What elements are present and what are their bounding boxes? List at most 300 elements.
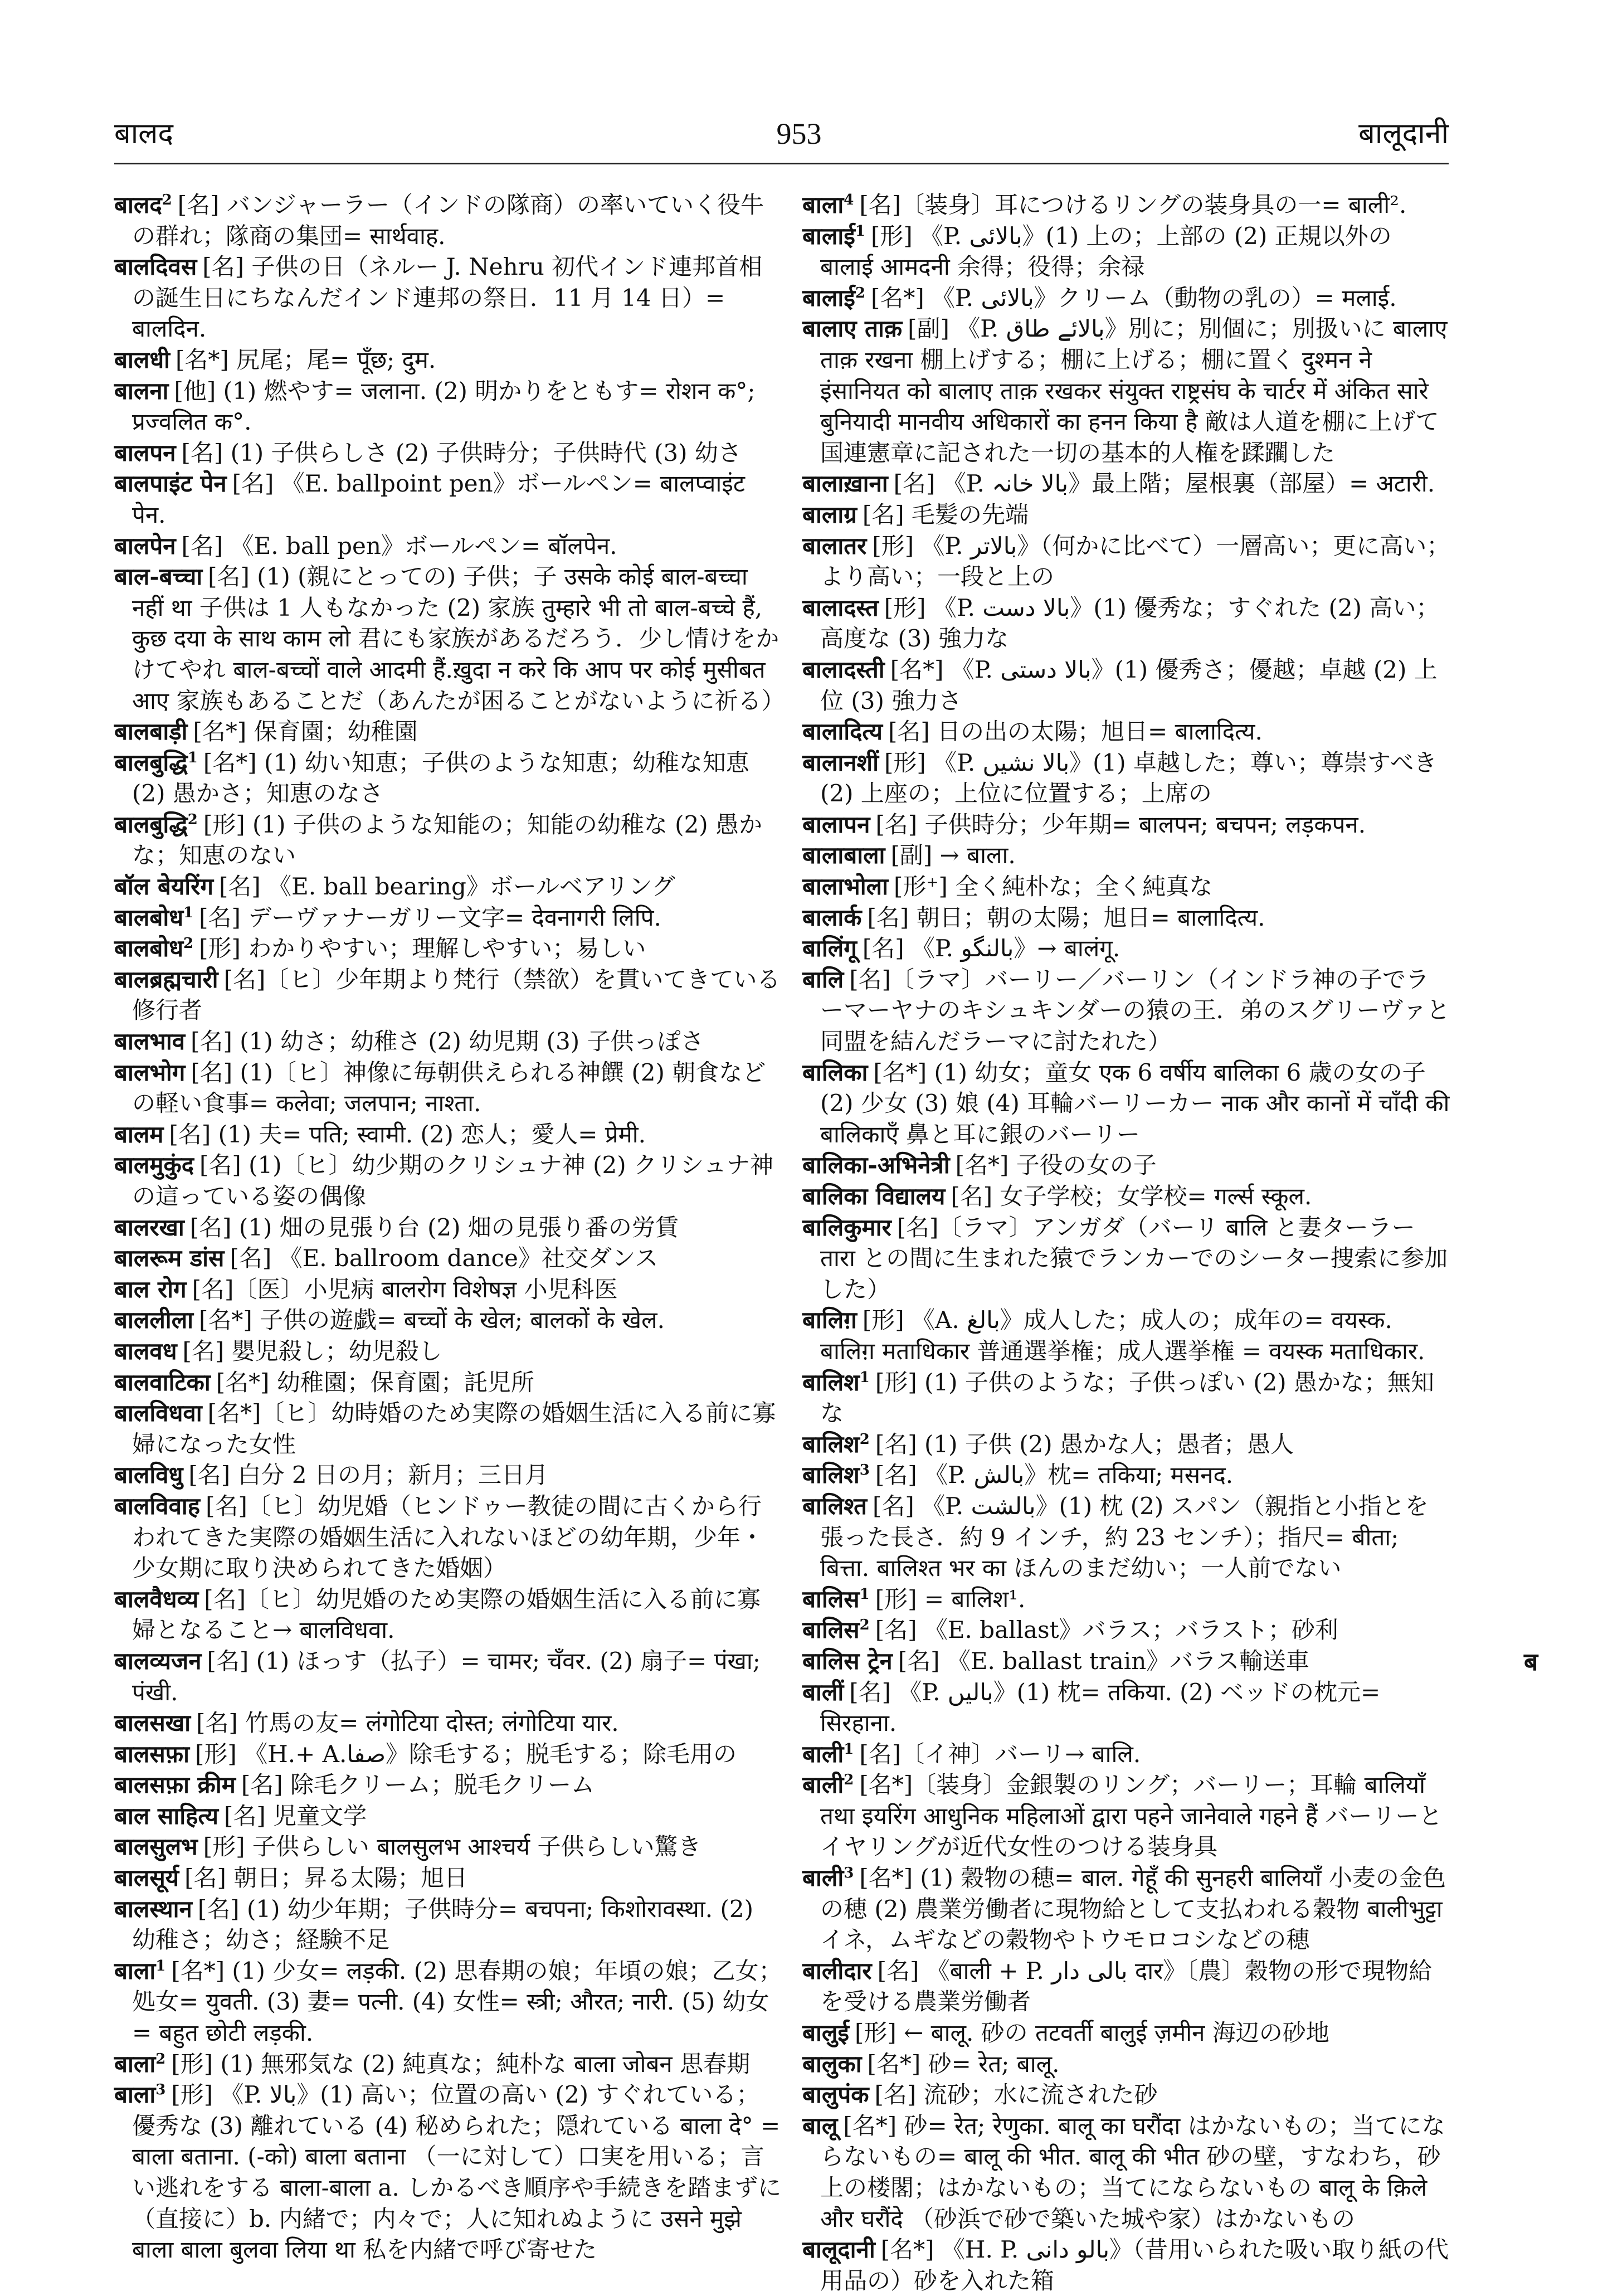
entry-definition: [名] (1) ほっす（払子）= चामर; चँवर. (2) 扇子= पंखा; पंखी. [132,1647,761,1706]
dictionary-entry [114,1739,783,1770]
headword-text: बालातर [802,532,867,560]
entry-headword [802,501,857,528]
dictionary-entry [802,1181,1451,1212]
dictionary-entry [114,747,783,809]
dictionary-entry [802,1862,1451,1956]
dictionary-entry [802,1956,1451,2017]
entry-definition: [名] 《P. بالنگو》→ बालंगू. [862,935,1120,962]
entry-headword [802,2236,875,2263]
dictionary-entry [802,1677,1451,1739]
entry-headword [802,470,888,497]
entry-headword [114,1059,185,1086]
headword-text: बालबाड़ी [114,718,188,746]
entry-headword [802,841,885,869]
entry-headword [802,1369,870,1396]
dictionary-entry [114,1801,783,1832]
headword-text: बालना [114,377,169,405]
headword-text: बालिका विद्यालय [802,1183,946,1210]
entry-definition: [名] 《P. بالیں》(1) 枕= तकिया. (2) ベッドの枕元= सिरहाना. [820,1678,1381,1737]
dictionary-entry [802,1769,1451,1862]
headword-text: बालाए ताक़ [802,315,903,343]
headword-text: बालिका [802,1058,868,1086]
entry-definition: [副] → बाला. [890,841,1016,869]
entry-headword [802,966,844,993]
headword-text: बालभाव [114,1028,186,1055]
headword-text: बाली [802,1740,844,1768]
entry-headword [114,1833,198,1860]
headword-text: बालीं [802,1678,844,1706]
entry-definition: [形] 《P. بالا》(1) 高い；位置の高い (2) すぐれている；優秀な (3) 離れている (4) 秘められた；隠れている बाला दे° = बाला बताना. (-को) बाला बताना （一に対して）口実を用いる；言い逃れをする बाला-बाला a. しかるべき順序や手続きを踏まずに（直接に）b. 内緒で；内々で；人に知れぬように उसने मुझे बाला बाला बुलवा लिया था 私を内緒で呼び寄せた [132,2081,782,2264]
headword-text: बालि [802,965,844,993]
entry-headword [114,1709,191,1736]
headword-text: बालिग़ [802,1306,857,1334]
entry-headword [802,1059,868,1086]
entry-headword [802,873,888,900]
headword-text: बालबुद्धि [114,748,188,776]
dictionary-entry [802,2110,1451,2234]
guide-word-last: बालूदानी [1358,117,1449,150]
dictionary-entry [802,1646,1451,1677]
dictionary-entry [114,1894,783,1956]
homograph-number: 2 [859,1431,870,1448]
homograph-number: 2 [162,192,172,208]
headword-text: बालाख़ाना [802,470,888,498]
entry-headword [802,1306,857,1334]
dictionary-entry [802,716,1451,747]
entry-definition: [形] (1) 子供のような；子供っぽい (2) 愚かな；無知な [820,1368,1435,1427]
headword-text: बालरखा [114,1213,184,1241]
entry-definition: [副] 《P. بالائے طاق》別に；別個に；別扱いに बालाए ताक़ रखना 棚上げする；棚に上げる；棚に置く दुश्मन ने इंसानियत को बालाए ताक़ रखकर संयुक्त राष्ट्रसंघ के चार्टर में अंकित सारे बुनियादी मानवीय अधिकारों का हनन किया है 敵は人道を棚に上げて国連憲章に記された一切の基本的人権を蹂躙した [820,315,1448,466]
dictionary-entry [114,902,783,933]
entry-headword [114,1369,211,1396]
homograph-number: 2 [844,1772,854,1789]
entry-headword [802,2081,869,2108]
entry-definition: [名] (1) (親にとっての) 子供；子 उसके कोई बाल-बच्चा नहीं था 子供は 1 人もなかった (2) 家族 तुम्हारे भी तो बाल-बच्चे हैं, कुछ दया के साथ काम लो 君にも家族があるだろう．少し情けをかけてやれ बाल-बच्चों वाले आदमी हैं.ख़ुदा न करे कि आप पर कोई मुसीबत आए 家族もあることだ（あんたが困ることがないように祈る） [132,563,785,714]
dictionary-entry [114,1367,783,1398]
entry-definition: [名] バンジャーラー（インドの隊商）の率いていく役牛の群れ；隊商の集団= सार्थवाह. [132,191,764,250]
homograph-number: 1 [844,1740,854,1758]
headword-text: बालिश्त [802,1492,868,1520]
dictionary-entry [114,1708,783,1739]
dictionary-entry [114,1212,783,1243]
dictionary-entry [114,1398,783,1460]
left-column [114,189,783,2265]
entry-definition: [名]〔ラマ〕バーリー／バーリン（インドラ神の子でラーマーヤナのキシュキンダーの猿の王．弟のスグリーヴァと同盟を結んだラーマに討たれた） [820,965,1450,1055]
dictionary-entry [802,313,1451,468]
dictionary-entry [802,1212,1451,1305]
dictionary-entry [802,1367,1451,1429]
dictionary-entry [802,468,1451,499]
entry-headword [802,1957,872,1984]
dictionary-entry [802,933,1451,964]
thumb-index-letter: ब [1524,1648,1538,1676]
homograph-number: 1 [183,904,194,921]
dictionary-entry [114,251,783,344]
headword-text: बालसफ़ा [114,1740,189,1768]
entry-headword [114,1895,192,1923]
headword-text: बालाई [802,222,855,250]
entry-definition: [名*]〔装身〕金銀製のリング；バーリー；耳輪 बालियाँ तथा इयरिंग आधुनिक महिलाओं द्वारा पहने जानेवाले गहने हैं バーリーとイヤリングが近代女性のつける装身具 [820,1771,1443,1861]
entry-definition: [名] 《P. بالشت》(1) 枕 (2) スパン（親指と小指とを張った長さ．約 9 インチ，約 23 センチ）；指尺= बीता; बित्ता. बालिश्त भर का ほんのまだ幼い；一人前でない [820,1492,1429,1582]
headword-text: बालिका-अभिनेत्री [802,1151,950,1179]
entry-headword [114,470,227,497]
entry-definition: [名] 白分 2 日の月；新月；三日月 [188,1461,548,1489]
headword-text: बाली [802,1771,844,1799]
entry-headword [114,191,172,218]
headword-text: बालीदार [802,1957,872,1984]
headword-text: बाली [802,1864,844,1892]
headword-text: बालवध [114,1337,177,1365]
entry-headword [802,1151,950,1179]
headword-text: बाला [114,1957,156,1984]
entry-headword [802,2050,861,2078]
entry-definition: [名] 《P. بالش》枕= तकिया; मसनद. [875,1461,1234,1489]
entry-headword [114,1647,202,1675]
entry-definition: [名] (1) 子供らしさ (2) 子供時分；子供時代 (3) 幼さ [181,439,742,466]
homograph-number: 3 [155,2081,166,2099]
entry-definition: [名]〔ヒ〕幼児婚のため実際の婚姻生活に入る前に寡婦となること→ बालविधवा. [132,1585,761,1644]
entry-definition: [名] 毛髪の先端 [862,500,1029,528]
entry-definition: [名] 日の出の太陽；旭日= बालादित्य. [888,718,1263,746]
entry-headword [114,1492,200,1520]
entry-definition: [形] 《H.+ A.صفا》除毛する；脱毛する；除毛用の [195,1740,737,1768]
headword-text: बालपन [114,439,176,466]
entry-definition: [名*] (1) 少女= लड़की. (2) 思春期の娘；年頃の娘；乙女；処女= युवती. (3) 妻= पत्नी. (4) 女性= स्त्री; औरत; नारी. (5) 幼女= बहुत छोटी लड़की. [132,1957,782,2047]
dictionary-entry [114,1057,783,1119]
entry-definition: [形] 《A. بالغ》成人した；成人の；成年の= वयस्क. बालिग़ मताधिकार 普通選挙権；成人選挙権 = वयस्क मताधिकार. [820,1306,1425,1365]
dictionary-entry [114,344,783,376]
entry-headword [114,563,202,590]
entry-definition: [名] 《बाली + P. بالی دار दार》〔農〕穀物の形で現物給を受ける農業労働者 [820,1957,1433,2016]
entry-headword [114,873,213,900]
entry-definition: [名] 《E. ballpoint pen》ボールペン= बालप्वाइंट पेन. [132,470,746,528]
dictionary-entry [114,437,783,469]
entry-definition: [名] 女子学校；女学校= गर्ल्स स्कूल. [951,1183,1312,1210]
dictionary-entry [802,592,1451,654]
homograph-number: 2 [155,2050,166,2068]
entry-headword [802,1214,891,1241]
entry-definition: [名]〔医〕小児病 बालरोग विशेषज्ञ 小児科医 [192,1275,618,1303]
headword-text: बालिस ट्रेन [802,1647,893,1675]
dictionary-entry [802,2017,1451,2049]
dictionary-entry [114,871,783,902]
headword-text: बालाग्र [802,500,857,528]
dictionary-entry [114,1956,783,2049]
entry-definition: [名*] 《H. P. بالو دانی》（昔用いられた吸い取り紙の代用品の）砂を入れた箱 [820,2236,1449,2294]
entry-headword [114,1151,194,1179]
entry-definition: [名*] 砂= रेत; बालू. [867,2050,1060,2078]
dictionary-entry [802,840,1451,871]
entry-headword [114,253,197,280]
entry-definition: [名] 嬰児殺し；幼児殺し [182,1337,442,1365]
entry-headword [114,1740,189,1768]
entry-definition: [名] (1)〔ヒ〕幼少期のクリシュナ神 (2) クリシュナ神の這っている姿の偶像 [132,1151,774,1210]
entry-definition: [名] (1) 幼少年期；子供時分= बचपना; किशोरावस्था. (2) 幼稚さ；幼さ；経験不足 [132,1895,753,1954]
dictionary-entry [114,531,783,562]
entry-headword [802,1771,854,1798]
entry-definition: [名*] (1) 幼女；童女 एक 6 वर्षीय बालिका 6 歳の女の子 (2) 少女 (3) 娘 (4) 耳輪バーリーカー नाक और कानों में चाँदी की बालिकाएँ 鼻と耳に銀のバーリー [820,1058,1450,1148]
headword-text: बालिकुमार [802,1213,891,1241]
entry-headword [802,222,865,250]
entry-headword [114,1771,236,1798]
entry-definition: [名]〔ヒ〕幼児婚（ヒンドゥー教徒の間に古くから行われてきた実際の婚姻生活に入れないほどの幼年期，少年・少女期に取り決められてきた婚姻） [132,1492,764,1582]
homograph-number: 4 [844,192,854,208]
headword-text: बालसुलभ [114,1833,198,1861]
entry-definition: [形⁺] 全く純朴な；全く純真な [893,873,1213,901]
headword-text: बाललीला [114,1306,194,1334]
entry-headword [802,904,861,931]
entry-headword [114,1802,218,1830]
headword-text: बालूदानी [802,2236,875,2264]
homograph-number: 2 [855,284,865,301]
headword-text: बालवैधव्य [114,1585,199,1613]
entry-definition: [名] 除毛クリーム；脱毛クリーム [241,1771,595,1799]
entry-headword [114,1957,165,1984]
entry-definition: [名] 流砂；水に流された砂 [874,2081,1158,2109]
dictionary-entry [114,561,783,716]
entry-definition: [名]〔イ神〕バーリ→ बालि. [859,1740,1141,1768]
entry-headword [802,315,902,342]
dictionary-entry [114,1243,783,1274]
dictionary-entry [802,1429,1451,1460]
headword-text: बालदिवस [114,253,197,281]
entry-headword [802,191,854,218]
headword-text: बालपेन [114,532,176,560]
entry-definition: [名*] 子供の遊戯= बच्चों के खेल; बालकों के खेल. [199,1306,665,1334]
entry-definition: [名*] 《P. بالائی》クリーム（動物の乳の）= मलाई. [870,284,1397,312]
entry-definition: [形] ← बालू. 砂の तटवर्ती बालुई ज़मीन 海辺の砂地 [854,2019,1329,2047]
header-rule [114,163,1449,164]
headword-text: बालाभोला [802,873,888,901]
entry-headword [114,532,176,560]
entry-headword [802,1679,844,1706]
entry-definition: [名*]〔ヒ〕幼時婚のため実際の婚姻生活に入る前に寡婦になった女性 [132,1399,776,1458]
entry-definition: [名] 《E. ball bearing》ボールベアリング [219,873,675,901]
dictionary-entry [802,189,1451,221]
dictionary-entry [802,1305,1451,1366]
dictionary-entry [802,809,1451,840]
entry-definition: [名] 子供時分；少年期= बालपन; बचपन; लड़कपन. [875,810,1366,838]
entry-headword [114,377,169,405]
headword-text: बालबोध [114,935,184,962]
entry-headword [114,2050,165,2078]
entry-definition: [形] 《P. بالا نشیں》(1) 卓越した；尊い；尊崇すべき (2) 上座の；上位に位置する；上席の [820,748,1438,808]
headword-text: बालिश [802,1368,860,1396]
headword-text: बालिश [802,1461,860,1489]
entry-definition: [形] 《P. بالا دست》(1) 優秀な；すぐれた (2) 高い；高度な (3) 強力な [820,594,1440,653]
homograph-number: 1 [859,1369,870,1386]
dictionary-entry [802,1614,1451,1646]
dictionary-entry [114,1119,783,1150]
entry-headword [802,1616,870,1643]
headword-text: बालिंगू [802,935,857,962]
entry-headword [114,935,193,962]
dictionary-entry [802,2079,1451,2110]
homograph-number: 2 [183,935,194,952]
dictionary-entry [114,1336,783,1367]
entry-headword [114,1337,177,1365]
dictionary-entry [114,933,783,964]
headword-text: बाला [802,191,844,218]
entry-headword [802,2112,837,2139]
entry-headword [802,935,857,962]
entry-definition: [形] 子供らしい बालसुलभ आश्चर्य 子供らしい驚き [203,1833,701,1861]
homograph-number: 2 [187,811,198,828]
entry-headword [802,2019,849,2046]
headword-text: बालू [802,2112,838,2139]
dictionary-entry [802,747,1451,809]
entry-definition: [名] (1) 幼さ；幼稚さ (2) 幼児期 (3) 子供っぽさ [191,1028,704,1055]
entry-headword [114,1864,179,1891]
entry-headword [802,1864,854,1891]
headword-text: बालाबाला [802,841,885,869]
headword-text: बालानशीं [802,748,879,776]
entry-headword [802,594,879,621]
dictionary-entry [114,189,783,251]
entry-headword [802,1492,867,1520]
headword-text: बालव्यजन [114,1647,202,1675]
entry-headword [114,1028,185,1055]
entry-definition: [名*] (1) 幼い知恵；子供のような知恵；幼稚な知恵 (2) 愚かさ；知恵のなさ [132,748,749,808]
headword-text: बालसखा [114,1709,191,1737]
headword-text: बालपाइंट पेन [114,470,227,498]
headword-text: बालादस्त [802,594,879,621]
dictionary-entry [114,1460,783,1491]
entry-definition: [名]〔装身〕耳につけるリングの装身具の一= बाली². [859,191,1407,218]
dictionary-entry [802,283,1451,314]
dictionary-entry [802,1739,1451,1770]
headword-text: बालाई [802,284,855,312]
homograph-number: 1 [155,1957,166,1974]
headword-text: बालविधवा [114,1399,202,1427]
headword-text: बालार्क [802,903,862,931]
entry-headword [802,656,885,683]
dictionary-entry [114,376,783,437]
entry-headword [802,811,870,838]
entry-headword [802,1183,945,1210]
headword-text: बालुई [802,2019,849,2047]
headword-text: बालापन [802,810,870,838]
homograph-number: 3 [859,1462,870,1479]
entry-definition: [形] 《P. بالائی》(1) 上の；上部の (2) 正規以外の बालाई आमदनी 余得；役得；余禄 [820,222,1392,281]
entry-headword [114,718,188,745]
entry-headword [114,2081,165,2108]
dictionary-entry [114,1274,783,1305]
entry-definition: [名*] 砂= रेत; रेणुका. बालू का घरौंदा はかないもの；当てにならないもの= बालू की भीत. बालू की भीत 砂の壁，すなわち，砂上の楼閣；はかないもの；当てにならないもの बालू के क़िले और घरौंदे （砂浜で砂で築いた城や家）はかないもの [820,2112,1445,2232]
headword-text: बालबोध [114,903,184,931]
entry-definition: [名] (1)〔ヒ〕神像に毎朝供えられる神饌 (2) 朝食などの軽い食事= कलेवा; जलपान; नाश्ता. [132,1058,766,1117]
dictionary-entry [802,2049,1451,2080]
headword-text: बालादस्ती [802,655,885,683]
entry-definition: [名] 児童文学 [223,1802,367,1830]
entry-headword [114,904,193,931]
entry-definition: [名]〔ラマ〕アンガダ（バーリ बालि と妻ターラー तारा との間に生まれた猿でランカーでのシーター捜索に参加した） [820,1213,1448,1303]
dictionary-entry [114,2049,783,2080]
entry-definition: [名] 《E. ballroom dance》社交ダンス [230,1244,659,1272]
entry-definition: [名] 竹馬の友= लंगोटिया दोस्त; लंगोटिया यार. [196,1709,619,1737]
entry-definition: [名] 《E. ballast》バラス；バラスト；砂利 [875,1616,1338,1644]
entry-definition: [名*] (1) 穀物の穂= बाल. गेहूँ की सुनहरी बालियाँ 小麦の金色の穂 (2) 農業労働者に現物給として支払われる穀物 बालीभुट्टा イネ，ムギなどの穀物やトウモロコシなどの穂 [820,1864,1446,1954]
dictionary-entry [802,531,1451,592]
dictionary-entry [114,468,783,530]
dictionary-entry [802,1491,1451,1584]
dictionary-entry [802,1584,1451,1615]
headword-text: बालसफ़ा क्रीम [114,1771,236,1799]
entry-headword [802,1585,870,1613]
headword-text: बॉल बेयरिंग [114,873,214,901]
homograph-number: 2 [859,1617,870,1634]
entry-headword [114,346,170,373]
dictionary-entry [114,1646,783,1708]
headword-text: बाल साहित्य [114,1802,218,1830]
entry-headword [802,1647,893,1675]
entry-headword [802,284,865,312]
entry-headword [802,1461,870,1488]
headword-text: बाला [114,2081,156,2109]
entry-headword [114,1306,193,1334]
entry-headword [114,966,218,993]
headword-text: बालिश [802,1430,860,1458]
dictionary-entry [802,1150,1451,1181]
dictionary-entry [114,1862,783,1894]
entry-definition: [他] (1) 燃やす= जलाना. (2) 明かりをともす= रोशन क°; प्रज्वलित क°. [132,377,756,436]
entry-definition: [名]〔ヒ〕少年期より梵行（禁欲）を貫いてきている修行者 [132,965,781,1024]
headword-text: बाला [114,2050,156,2078]
headword-text: बाल-बच्चा [114,563,203,591]
headword-text: बालिस [802,1585,860,1613]
headword-text: बालविवाह [114,1492,201,1520]
entry-definition: [名] デーヴァナーガリー文字= देवनागरी लिपि. [199,903,661,931]
headword-text: बालबुद्धि [114,810,188,838]
entry-headword [114,1399,202,1427]
headword-text: बालब्रह्मचारी [114,965,218,993]
headword-text: बालद [114,191,162,218]
homograph-number: 3 [844,1865,854,1882]
homograph-number: 1 [859,1585,870,1603]
entry-headword [114,1214,184,1241]
entry-definition: [名] (1) 夫= पति; स्वामी. (2) 恋人；愛人= प्रेमी. [169,1120,646,1148]
entry-headword [114,1244,224,1272]
dictionary-entry [114,716,783,747]
dictionary-entry [114,1831,783,1862]
headword-text: बालस्थान [114,1895,192,1923]
entry-definition: [名*] 幼稚園；保育園；託児所 [216,1368,534,1396]
dictionary-entry [802,902,1451,933]
headword-text: बालुपंक [802,2081,869,2109]
headword-text: बालवाटिका [114,1368,211,1396]
dictionary-entry [802,654,1451,716]
entry-headword [114,439,176,466]
headword-text: बालम [114,1120,164,1148]
headword-text: बालादित्य [802,718,883,746]
entry-definition: [名] 《E. ball pen》ボールペン= बॉलपेन. [181,532,617,560]
page-number: 953 [776,117,822,150]
dictionary-entry [802,964,1451,1057]
entry-headword [114,1121,163,1148]
entry-definition: [名] 子供の日（ネルー J. Nehru 初代インド連邦首相の誕生日にちなんだインド連邦の祭日．11 月 14 日）= बालदिन. [132,253,763,343]
headword-text: बालुका [802,2050,862,2078]
headword-text: बाल रोग [114,1275,187,1303]
headword-text: बालधी [114,346,170,373]
entry-definition: [名] 朝日；朝の太陽；旭日= बालादित्य. [867,903,1265,931]
entry-definition: [名*] 子役の女の子 [955,1151,1157,1179]
headword-text: बालभोग [114,1058,186,1086]
guide-word-first: बालद [114,117,174,150]
entry-headword [114,1276,187,1303]
entry-definition: [名] 朝日；昇る太陽；旭日 [184,1864,468,1892]
dictionary-entry [802,1057,1451,1150]
entry-headword [802,718,883,745]
